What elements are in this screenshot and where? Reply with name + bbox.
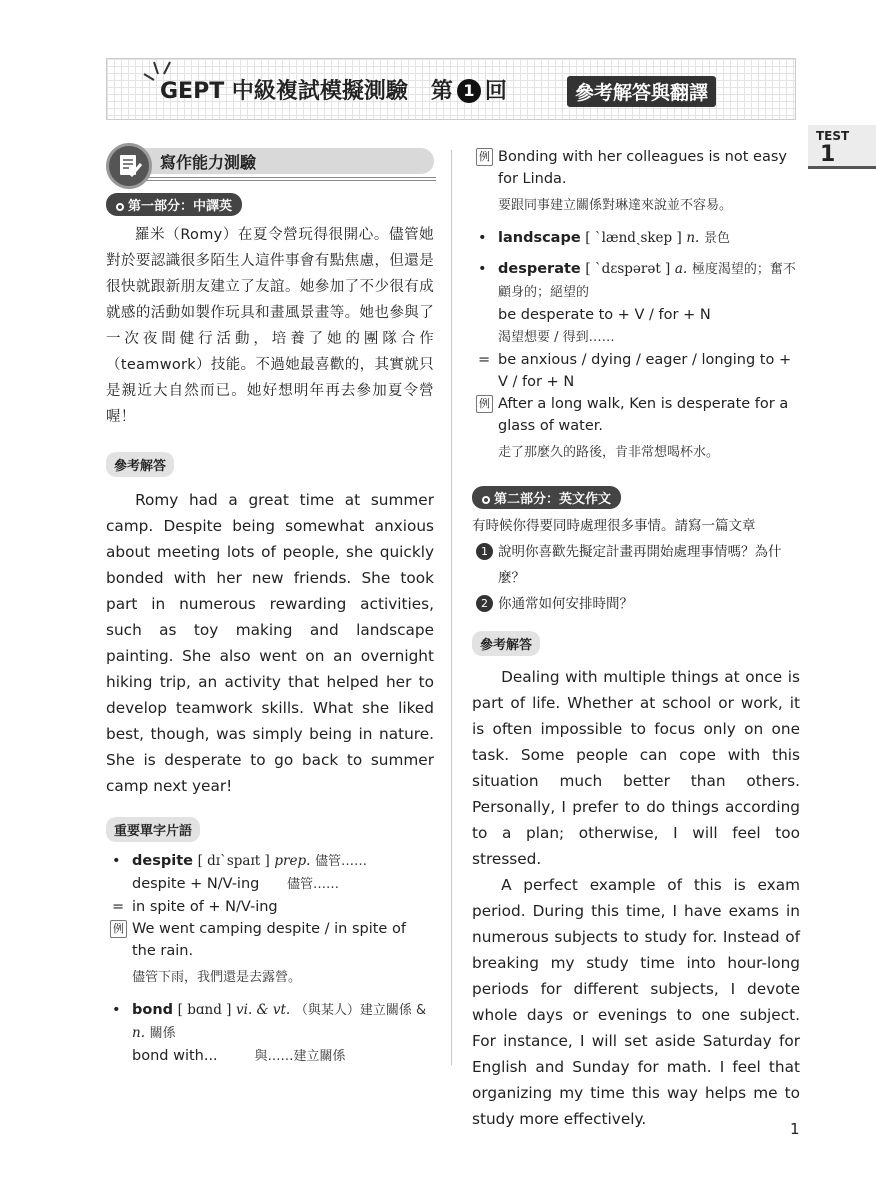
answer-label-left: 參考解答 bbox=[106, 452, 174, 477]
part1-label: 第一部分：中譯英 bbox=[106, 193, 242, 216]
essay-prompt: 有時候你得要同時處理很多事情。請寫一篇文章 1 說明你喜歡先擬定計畫再開始處理事情嗎？為什麼？ 2 你通常如何安排時間？ bbox=[472, 518, 782, 612]
example-icon: 例 bbox=[476, 148, 493, 166]
page-title: GEPT 中級複試模擬測驗 第 1 回 bbox=[160, 79, 507, 104]
example-icon: 例 bbox=[476, 395, 493, 413]
vocab-list: • despite [ dɪˋspaɪt ] prep. 儘管…… despite + N/V-ing 儘管…… = in spite of + N/V-ing 例 We went camping despite / in spite of the rain. 儘管下雨，我們還是去露營。 • bond [ bɑnd ] vi. & vt. （與某人）建立關係 & n. 關係 bond with... 與……建立關係 bbox=[106, 850, 434, 1068]
english-translation: Romy had a great time at summer camp. Despite being somewhat anxious about meeting lots of people, she quickly bonded with her new friends. She took part in numerous rewarding activities, such as toy making and landscape painting. She also went on an overnight hiking trip, an activity that helped her to develop teamwork skills. What she liked best, though, was simply being in nature. She is desperate to go back to summer camp next year! bbox=[106, 491, 434, 795]
writing-section-header: 寫作能力測驗 bbox=[106, 143, 434, 191]
test-tab: TEST 1 bbox=[808, 125, 876, 169]
vocab-entry-bond: • bond [ bɑnd ] vi. & vt. （與某人）建立關係 & n. 關係 bbox=[112, 1002, 427, 1041]
vocab-entry-landscape: • landscape [ ˋlændˏskep ] n. 景色 bbox=[478, 230, 730, 246]
vocab-label: 重要單字片語 bbox=[106, 817, 200, 842]
column-divider bbox=[451, 150, 452, 1065]
example-icon: 例 bbox=[110, 920, 127, 938]
essay-answer: Dealing with multiple things at once is part of life. Whether at school or work, it is often impossible to focus only on one task. Some people can cope with this situation much better than others. Personally, I prefer to do things according to a plan; otherwise, I will feel too stressed. A perfect example of this is exam period. During this time, I have exams in numerous subjects to study for. Instead of breaking my study time into hour-long periods for different subjects, I devote whole days or evenings to one subject. For instance, I will set aside Saturday for English and Sunday for math. I feel that organizing my time this way helps me to study more effectively. bbox=[472, 668, 800, 1128]
vocab-entry-desperate: • desperate [ ˋdɛspərət ] a. 極度渴望的；奮不顧身的；絕望的 bbox=[478, 261, 796, 300]
vocab-entry-despite: • despite [ dɪˋspaɪt ] prep. 儘管…… bbox=[112, 853, 368, 869]
right-column: 例 Bonding with her colleagues is not easy for Linda. 要跟同事建立關係對琳達來說並不容易。 • landscape [ ˋlændˏskep ] n. 景色 • desperate [ ˋdɛspərət ] a. 極度渴望的；奮不顧身的；絕望的 be desperate to + V / for + N 渴望想要 / 得到…… = be anxious / dying / eager / longing to + V / for + N 例 After a long walk, Ken is desperate for a glass of water. 走了那麼久的路後，肯非常想喝杯水。 第二部分：英文作文 有時候你得要同時處理很多事情。請寫一篇文章 1 說明你喜歡先擬定計畫再開始處理事情嗎？為什麼？ 2 你通常如何安排時間？ 參考解答 Dealing with multiple things at once is part of life. Whether at school or work, it is often impossible to focus only on one task. Some people can cope with this situation much better than others. Personally, I prefer to do things according to a plan; otherwise, I will feel too stressed. A perfect example of this is exam period. During this time, I have exams in numerous subjects to study for. Instead of breaking my study time into hour-long periods for different subjects, I devote whole days or evenings to one subject. For instance, I will set aside Saturday for English and Sunday for math. I feel that organizing my time this way helps me to study more effectively. bbox=[472, 146, 800, 1132]
chinese-passage: 羅米（Romy）在夏令營玩得很開心。儘管她對於要認識很多陌生人這件事會有點焦慮，但還是很快就跟新朋友建立了友誼。她參加了不少很有成就感的活動如製作玩具和畫風景畫等。她也參與了一次夜間健行活動，培養了她的團隊合作（teamwork）技能。不過她最喜歡的，其實就只是親近大自然而已。她好想明年再去參加夏令營喔！ bbox=[106, 227, 434, 425]
answer-label-right: 參考解答 bbox=[472, 631, 540, 656]
pencil-note-icon bbox=[106, 143, 152, 189]
test-number-badge: 1 bbox=[457, 79, 481, 103]
part2-label: 第二部分：英文作文 bbox=[472, 486, 621, 509]
left-column bbox=[106, 143, 434, 1068]
answer-translation-badge: 參考解答與翻譯 bbox=[567, 76, 716, 107]
page-number: 1 bbox=[790, 1120, 800, 1138]
